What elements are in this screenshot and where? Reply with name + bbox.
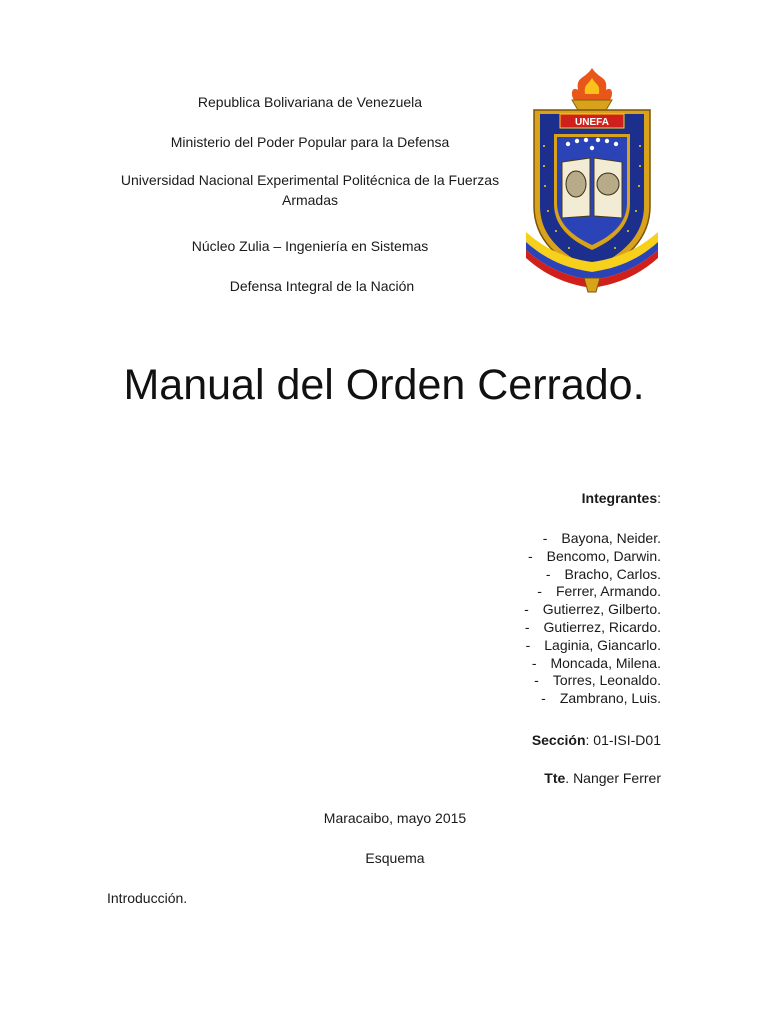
header-line-country: Republica Bolivariana de Venezuela [197,94,423,110]
svg-text:UNEFA: UNEFA [575,117,609,128]
integrantes-heading [261,488,661,508]
outline-heading: Esquema [365,850,425,866]
list-item: - Moncada, Milena. [531,654,661,671]
document-title: Manual del Orden Cerrado. [123,361,645,409]
list-item: - Ferrer, Armando. [537,583,661,600]
header-line-nucleus: Núcleo Zulia – Ingeniería en Sistemas [191,238,429,254]
list-item: - Gutierrez, Ricardo. [524,618,661,635]
city-date: Maracaibo, mayo 2015 [323,810,467,826]
members-list [261,530,661,708]
list-item: - Bayona, Neider. [542,530,661,546]
unefa-crest-logo [524,66,660,296]
list-item: - Bencomo, Darwin. [527,547,661,564]
section-value: : 01-ISI-D01 [585,732,661,748]
instructor [261,768,661,788]
instructor-rank: Tte [544,770,566,786]
section-code [261,730,661,750]
header-line-ministry: Ministerio del Poder Popular para la Defensa [170,134,450,150]
header-line-subject: Defensa Integral de la Nación [229,278,415,294]
list-item: - Torres, Leonaldo. [534,672,661,689]
integrantes-colon: : [657,490,661,506]
list-item: - Zambrano, Luis. [541,690,661,707]
section-label: Sección [531,732,586,748]
integrantes-label: Integrantes [581,490,658,506]
list-item: - Gutierrez, Gilberto. [524,601,661,618]
list-item: - Laginia, Giancarlo. [525,636,661,653]
list-item: - Bracho, Carlos. [545,565,661,582]
introduction-item: Introducción. [107,890,188,906]
instructor-name: . Nanger Ferrer [565,770,661,786]
header-line-university: Universidad Nacional Experimental Politécnica de la Fuerzas Armadas [120,172,500,208]
